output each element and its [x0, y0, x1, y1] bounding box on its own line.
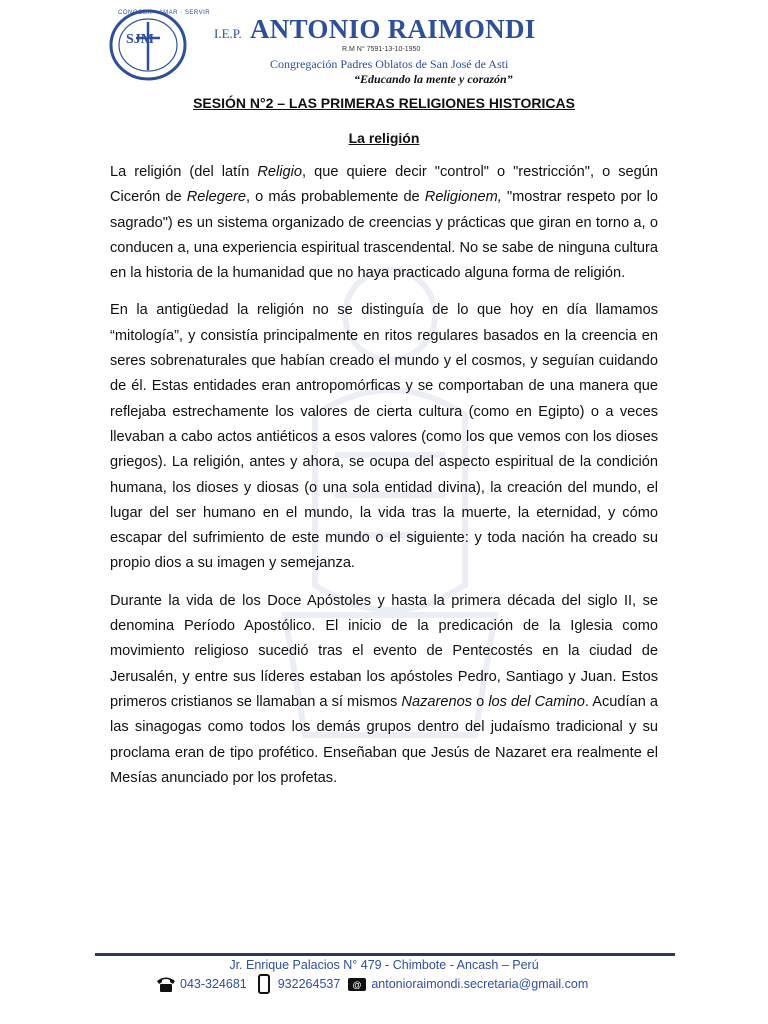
text-run: , o más probablemente de	[245, 189, 425, 206]
school-name: ANTONIO RAIMONDI	[250, 14, 536, 44]
italic-term: Religio	[257, 164, 302, 180]
footer-divider	[95, 953, 675, 956]
logo-caption: CONOCER · AMAR · SERVIR	[118, 10, 211, 16]
mobile-phone-icon	[253, 974, 275, 994]
italic-term: Religionem,	[424, 189, 502, 206]
telephone-icon	[155, 974, 177, 994]
phone-number: 043-324681	[180, 977, 247, 991]
congregation-line: Congregación Padres Oblatos de San José de Asti	[270, 57, 509, 71]
footer-address: Jr. Enrique Palacios N° 479 - Chimbote - Ancash – Perú	[229, 958, 539, 972]
text-run: . Acudían a las sinagogas como todos los demás grupos dentro del judaísmo tradicional y su proclama eran de tipo profético. Enseñaban que Jesús de Nazaret era realmente el Mesías anunciado por los profetas.	[110, 693, 659, 786]
motto: “Educando la mente y corazón”	[354, 72, 513, 86]
mobile-number: 932264537	[277, 977, 341, 991]
email-address[interactable]: antonioraimondi.secretaria@gmail.com	[371, 977, 589, 991]
school-logo	[108, 8, 188, 82]
email-icon	[346, 974, 368, 994]
document-body	[110, 160, 658, 803]
text-run: o	[472, 693, 489, 710]
text-run: La religión (del latín	[110, 164, 258, 180]
italic-term: Relegere	[186, 189, 246, 206]
text-run: , que quiere decir "control" o "restricción", o según Cicerón de	[110, 164, 658, 206]
paragraph-3	[110, 589, 658, 791]
text-run: "mostrar respeto por lo sagrado") es un sistema organizado de creencias y prácticas que giran en torno a, o conducen a, una experiencia espiritual trascendental. No se sabe de ninguna cultura en la historia de la humanidad que no haya practicado alguna forma de religión.	[110, 189, 658, 282]
svg-text:@: @	[352, 980, 362, 990]
text-run: Durante la vida de los Doce Apóstoles y hasta la primera década del siglo II, se denomina Período Apostólico. El inicio de la predicación de la Iglesia como movimiento religioso sucedió tras el evento de Pentecostés en la ciudad de Jerusalén, y entre sus líderes estaban los apóstoles Pedro, Santiago y Juan. Estos primeros cristianos se llamaban a sí mismos	[110, 592, 658, 710]
school-prefix: I.E.P.	[214, 26, 242, 41]
footer-contacts	[155, 973, 594, 995]
logo-letters: SJM	[126, 32, 154, 47]
italic-term: los del Camino	[488, 693, 585, 710]
session-title: SESIÓN N°2 – LAS PRIMERAS RELIGIONES HISTORICAS	[193, 95, 575, 111]
letterhead	[0, 0, 768, 95]
paragraph-1	[110, 160, 658, 286]
italic-term: Nazarenos	[401, 693, 472, 710]
section-title: La religión	[348, 130, 420, 146]
resolution-number: R.M N° 7591-13-10-1950	[342, 46, 421, 53]
paragraph-2: En la antigüedad la religión no se distinguía de lo que hoy en día llamamos “mitología”, y consistía principalmente en ritos regulares basados en la creencia en seres sobrenaturales que habían creado el mundo y el cosmos, y seguían cuidando de él. Estas entidades eran antropomórficas y se comportaban de una manera que reflejaba estrechamente los valores de cierta cultura (como en Egipto) o a veces llevaban a cabo actos antiéticos a esos valores (como los que vemos con los dioses griegos). La religión, antes y ahora, se ocupa del aspecto espiritual de la condición humana, los dioses y diosas (o una sola entidad divina), la creación del mundo, el lugar del ser humano en el mundo, la vida tras la muerte, la eternidad, y cómo escapar del sufrimiento de este mundo o el siguiente: y toda nación ha creado su propio dios a su imagen y semejanza.	[110, 302, 658, 572]
